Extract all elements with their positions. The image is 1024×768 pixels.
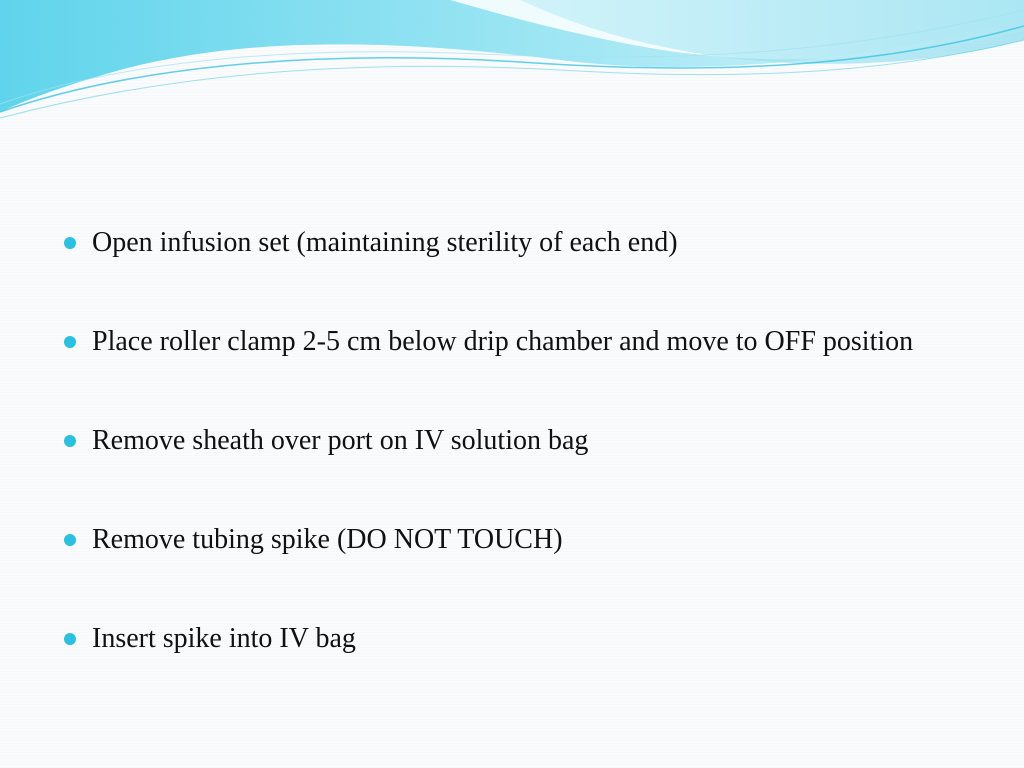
bullet-item [60,618,960,659]
bullet-text: Open infusion set (maintaining sterility of each end) [92,227,678,258]
bullet-item [60,321,960,362]
bullet-dot-icon [64,534,76,546]
bullet-item [60,519,960,560]
bullet-item [60,420,960,461]
bullet-text: Insert spike into IV bag [92,623,356,654]
bullet-item [60,222,960,263]
bullet-list [60,222,960,717]
header-wave-decoration [0,0,1024,130]
bullet-dot-icon [64,237,76,249]
bullet-text: Remove sheath over port on IV solution bag [92,425,589,456]
bullet-dot-icon [64,435,76,447]
bullet-text: Remove tubing spike (DO NOT TOUCH) [92,524,563,555]
bullet-dot-icon [64,336,76,348]
bullet-text: Place roller clamp 2-5 cm below drip chamber and move to OFF position [92,326,914,357]
bullet-dot-icon [64,633,76,645]
